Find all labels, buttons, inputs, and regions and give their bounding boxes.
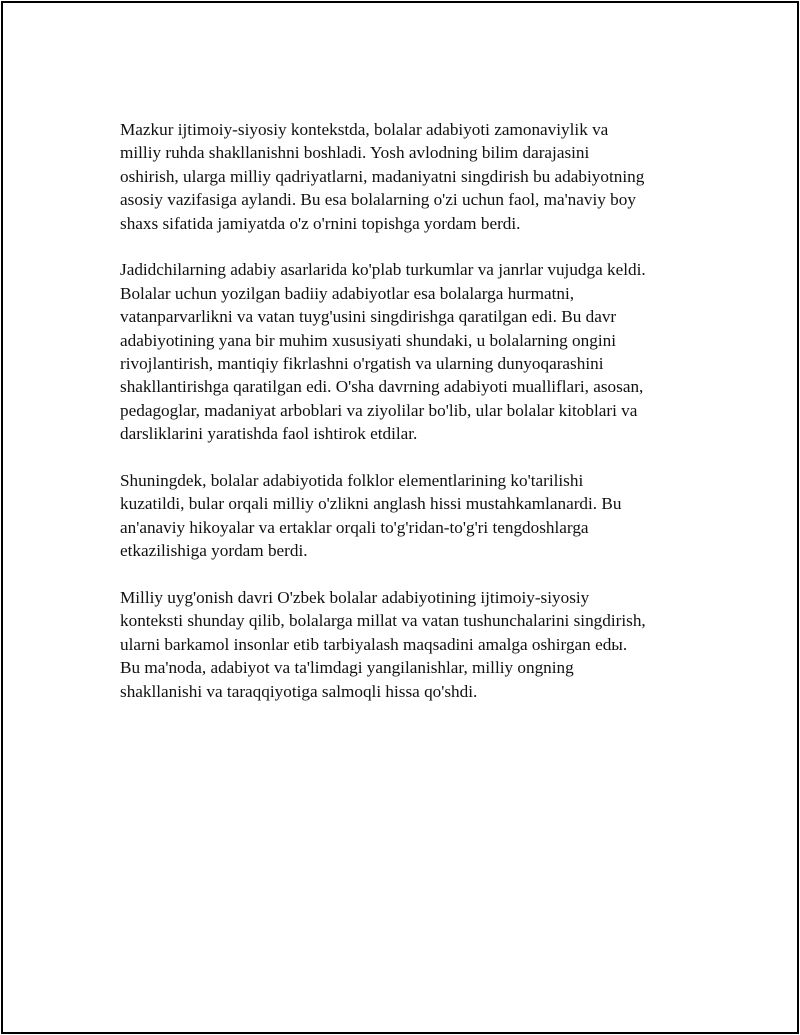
paragraph-4 bbox=[120, 586, 700, 703]
paragraph-line: vatanparvarlikni va vatan tuyg'usini singdirishga qaratilgan edi. Bu davr bbox=[120, 307, 617, 327]
paragraph-line: pedagoglar, madaniyat arboblari va ziyolilar bo'lib, ular bolalar kitoblari va bbox=[120, 400, 638, 420]
paragraph-line: rivojlantirish, mantiqiy fikrlashni o'rgatish va ularning dunyoqarashini bbox=[120, 354, 604, 374]
paragraph-line: ularni barkamol insonlar etib tarbiyalash maqsadini amalga oshirgan edы. bbox=[120, 634, 628, 654]
paragraph-line: adabiyotining yana bir muhim xususiyati shundaki, u bolalarning ongini bbox=[120, 330, 616, 350]
paragraph-line: konteksti shunday qilib, bolalarga millat va vatan tushunchalarini singdirish, bbox=[120, 611, 646, 631]
paragraph-line: milliy ruhda shakllanishni boshladi. Yosh avlodning bilim darajasini bbox=[120, 143, 590, 163]
paragraph-line: asosiy vazifasiga aylandi. Bu esa bolalarning o'zi uchun faol, ma'naviy boy bbox=[120, 190, 636, 210]
paragraph-1 bbox=[120, 118, 700, 235]
paragraph-line: etkazilishiga yordam berdi. bbox=[120, 541, 308, 561]
paragraph-line: shakllanishi va taraqqiyotiga salmoqli hissa qo'shdi. bbox=[120, 681, 478, 701]
paragraph-line: Bu ma'noda, adabiyot va ta'limdagi yangilanishlar, milliy ongning bbox=[120, 658, 574, 678]
paragraph-line: oshirish, ularga milliy qadriyatlarni, madaniyatni singdirish bu adabiyotning bbox=[120, 166, 645, 186]
paragraph-line: darsliklarini yaratishda faol ishtirok etdilar. bbox=[120, 424, 418, 444]
paragraph-line: shaxs sifatida jamiyatda o'z o'rnini topishga yordam berdi. bbox=[120, 213, 521, 233]
paragraph-line: Shuningdek, bolalar adabiyotida folklor elementlarining ko'tarilishi bbox=[120, 471, 584, 491]
paragraph-3 bbox=[120, 469, 700, 563]
paragraph-line: Milliy uyg'onish davri O'zbek bolalar adabiyotining ijtimoiy-siyosiy bbox=[120, 588, 590, 608]
paragraph-line: Mazkur ijtimoiy-siyosiy kontekstda, bolalar adabiyoti zamonaviylik va bbox=[120, 120, 609, 139]
paragraph-line: kuzatildi, bular orqali milliy o'zlikni anglash hissi mustahkamlanardi. Bu bbox=[120, 494, 622, 514]
page-frame bbox=[1, 1, 799, 1034]
paragraph-line: an'anaviy hikoyalar va ertaklar orqali to'g'ridan-to'g'ri tengdoshlarga bbox=[120, 517, 589, 537]
paragraph-line: Bolalar uchun yozilgan badiiy adabiyotlar esa bolalarga hurmatni, bbox=[120, 283, 575, 303]
page-body bbox=[120, 118, 700, 727]
paragraph-2 bbox=[120, 258, 700, 445]
paragraph-line: shakllantirishga qaratilgan edi. O'sha davrning adabiyoti mualliflari, asosan, bbox=[120, 377, 644, 397]
paragraph-line: Jadidchilarning adabiy asarlarida ko'plab turkumlar va janrlar vujudga keldi. bbox=[120, 260, 646, 280]
